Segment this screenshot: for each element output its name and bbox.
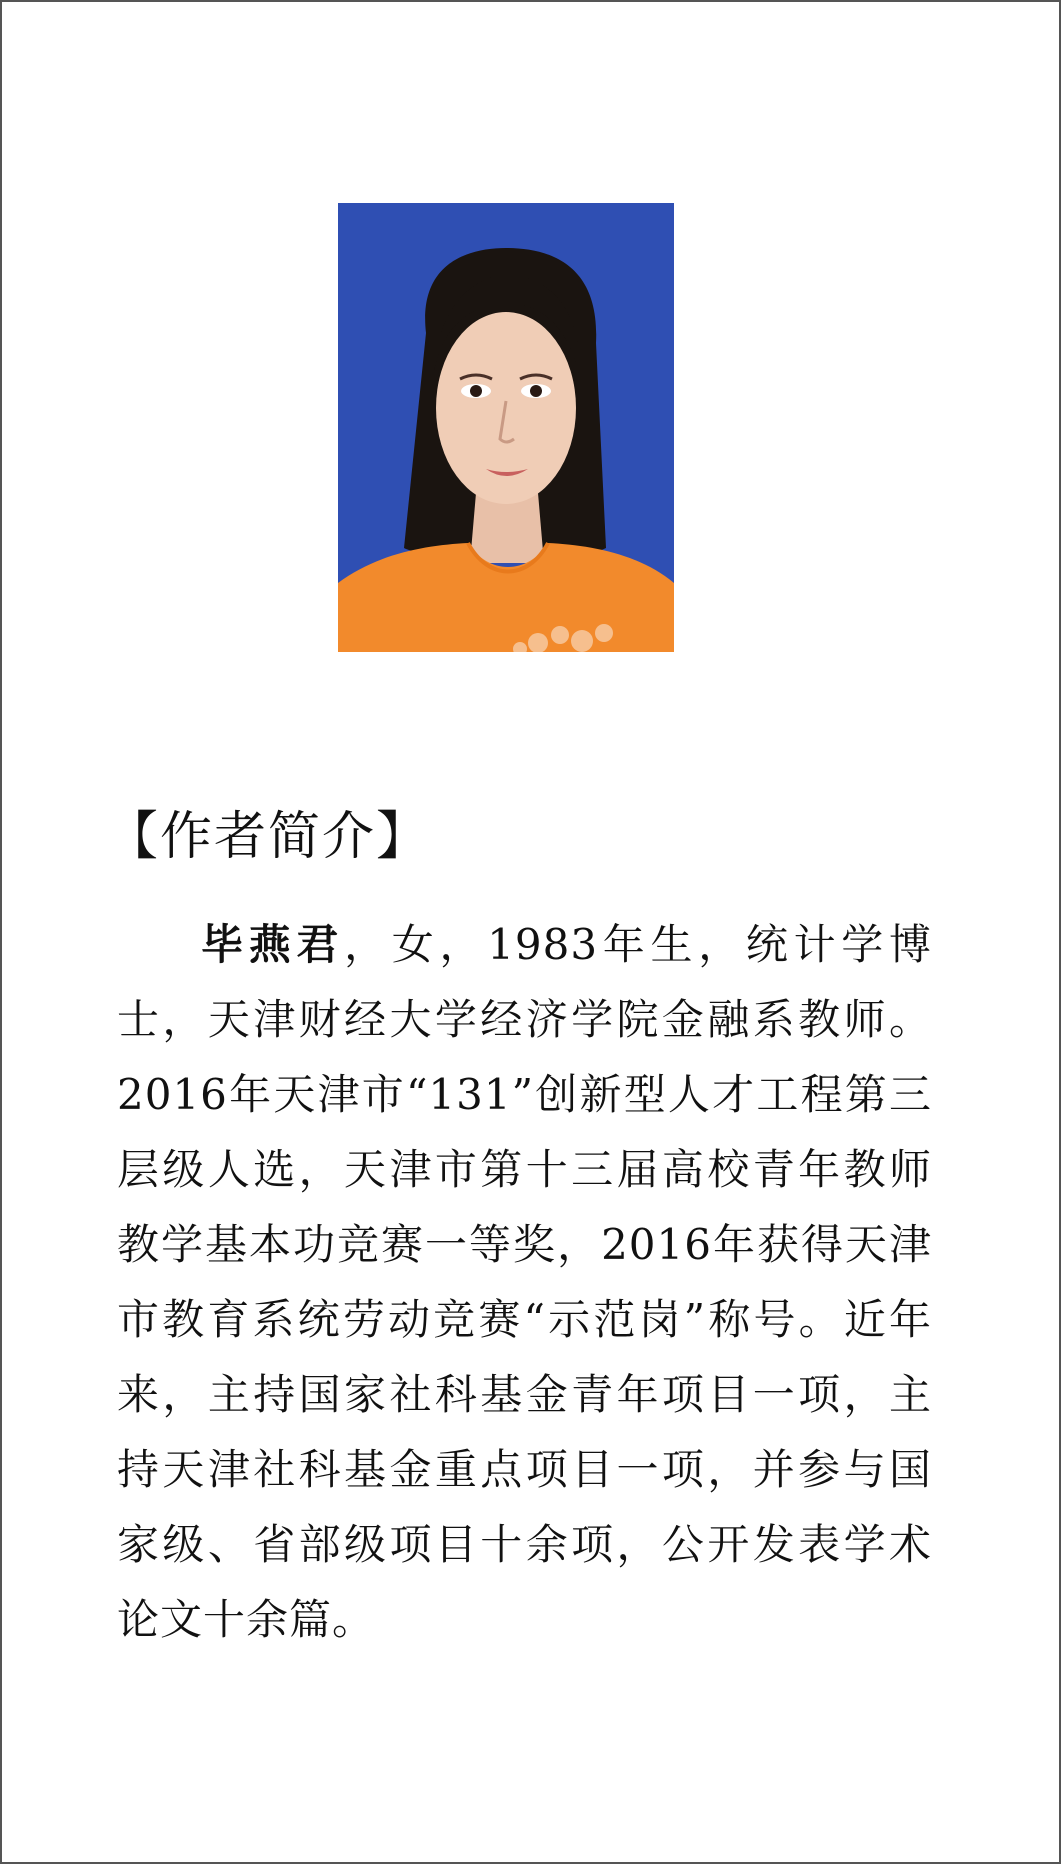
author-bio-text: ，女，1983年生，统计学博士，天津财经大学经济学院金融系教师。2016年天津市“131”创新型人才工程第三层级人选，天津市第十三届高校青年教师教学基本功竞赛一等奖，2016年获得天津市教育系统劳动竞赛“示范岗”称号。近年来，主持国家社科基金青年项目一项，主持天津社科基金重点项目一项，并参与国家级、省部级项目十余项，公开发表学术论文十余篇。	[117, 920, 932, 1644]
author-bio	[117, 907, 932, 1657]
section-heading: 【作者简介】	[106, 807, 431, 867]
portrait-icon	[338, 203, 674, 652]
author-photo	[338, 203, 674, 652]
author-name: 毕燕君	[201, 920, 345, 969]
